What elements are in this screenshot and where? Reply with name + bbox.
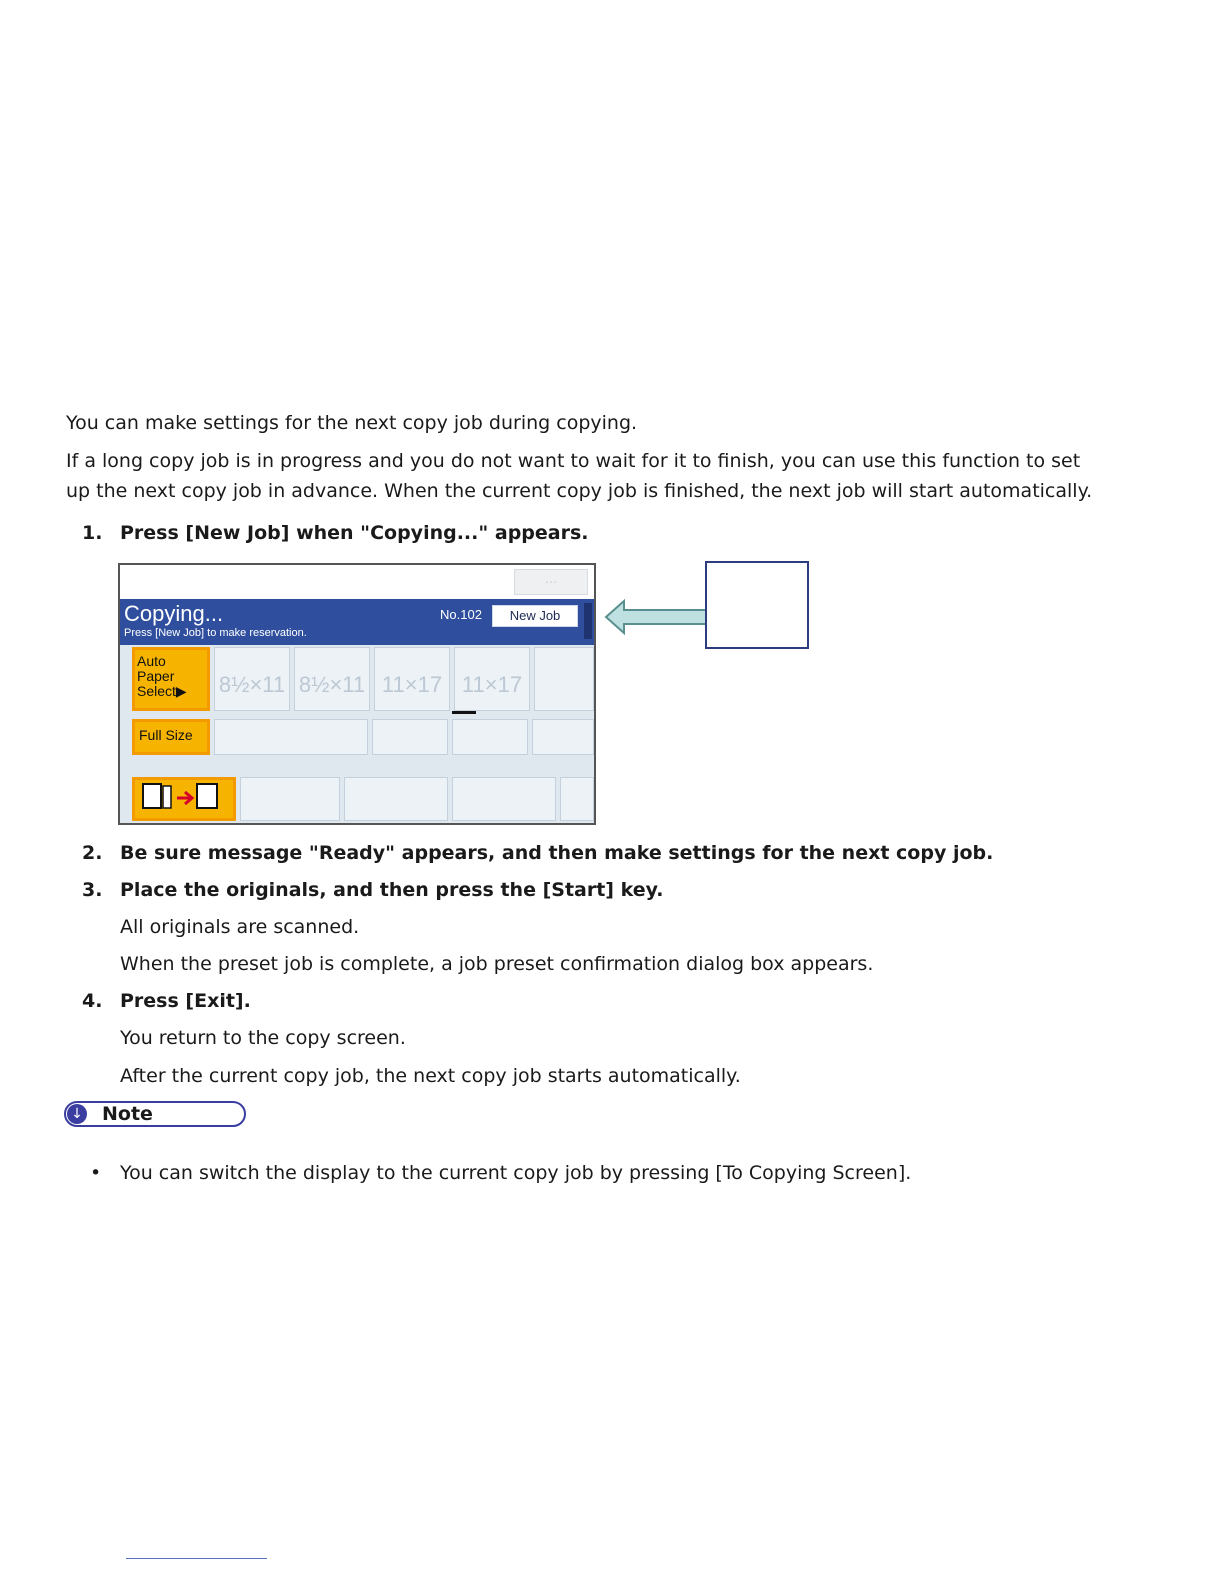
ratio-button-2[interactable]	[452, 719, 528, 755]
screen-top-button: ⋯	[514, 569, 588, 595]
note-heading	[64, 1101, 246, 1127]
step-3-detail-1: All originals are scanned.	[120, 916, 360, 938]
bar-edge	[584, 603, 592, 639]
copying-title: Copying...	[124, 601, 224, 626]
paper-tray-1[interactable]: 8½×11	[214, 647, 290, 711]
footer-link-underline	[126, 1558, 267, 1559]
tray-indicator	[452, 711, 476, 714]
intro-text-2a: If a long copy job is in progress and you do not want to wait for it to finish, you can use this function to set	[66, 450, 1081, 472]
bullet-dot-icon: •	[90, 1162, 102, 1184]
step-3	[82, 879, 663, 901]
note-label: Note	[102, 1103, 153, 1125]
note-text: You can switch the display to the current copy job by pressing [To Copying Screen].	[120, 1162, 912, 1184]
intro-text-1: You can make settings for the next copy job during copying.	[66, 412, 638, 434]
step-text: Press [New Job] when "Copying..." appears.	[120, 522, 589, 544]
note-bullet	[90, 1162, 911, 1184]
step-number: 3.	[82, 879, 103, 901]
callout-box	[705, 561, 809, 649]
paper-tray-4[interactable]: 11×17	[454, 647, 530, 711]
intro-text-2b: up the next copy job in advance. When the current copy job is finished, the next job will start automatically.	[66, 480, 1093, 502]
callout-arrow-icon	[604, 598, 708, 636]
step-4-detail-2: After the current copy job, the next copy job starts automatically.	[120, 1065, 741, 1087]
auto-reduce-enlarge-button[interactable]	[214, 719, 368, 755]
ratio-button-3[interactable]	[532, 719, 594, 755]
job-counter: No.102	[440, 607, 482, 622]
combine-option-2[interactable]	[452, 777, 556, 821]
bypass-tray[interactable]	[534, 647, 594, 711]
down-arrow-icon: ↓	[67, 1104, 87, 1124]
full-size-button[interactable]: Full Size	[132, 719, 210, 755]
duplex-mode-button-selected[interactable]	[132, 777, 236, 821]
step-1	[82, 522, 589, 544]
duplex-option-2[interactable]	[240, 777, 340, 821]
step-number: 4.	[82, 990, 103, 1012]
ratio-button-1[interactable]	[372, 719, 448, 755]
auto-paper-select-button[interactable]: Auto Paper Select▶	[132, 647, 210, 711]
step-text: Be sure message "Ready" appears, and then make settings for the next copy job.	[120, 842, 994, 864]
step-2	[82, 842, 993, 864]
combine-option-1[interactable]	[344, 777, 448, 821]
step-4-detail-1: You return to the copy screen.	[120, 1027, 406, 1049]
reservation-hint: Press [New Job] to make reservation.	[124, 627, 307, 639]
paper-tray-3[interactable]: 11×17	[374, 647, 450, 711]
new-job-button[interactable]: New Job	[492, 605, 578, 627]
step-number: 2.	[82, 842, 103, 864]
copier-screen-illustration	[118, 563, 596, 825]
step-text: Place the originals, and then press the [Start] key.	[120, 879, 664, 901]
step-3-detail-2: When the preset job is complete, a job preset confirmation dialog box appears.	[120, 953, 874, 975]
more-options-button[interactable]	[560, 777, 594, 821]
paper-tray-2[interactable]: 8½×11	[294, 647, 370, 711]
status-bar	[120, 599, 594, 645]
step-number: 1.	[82, 522, 103, 544]
step-text: Press [Exit].	[120, 990, 251, 1012]
duplex-icon	[135, 780, 231, 816]
step-4	[82, 990, 251, 1012]
